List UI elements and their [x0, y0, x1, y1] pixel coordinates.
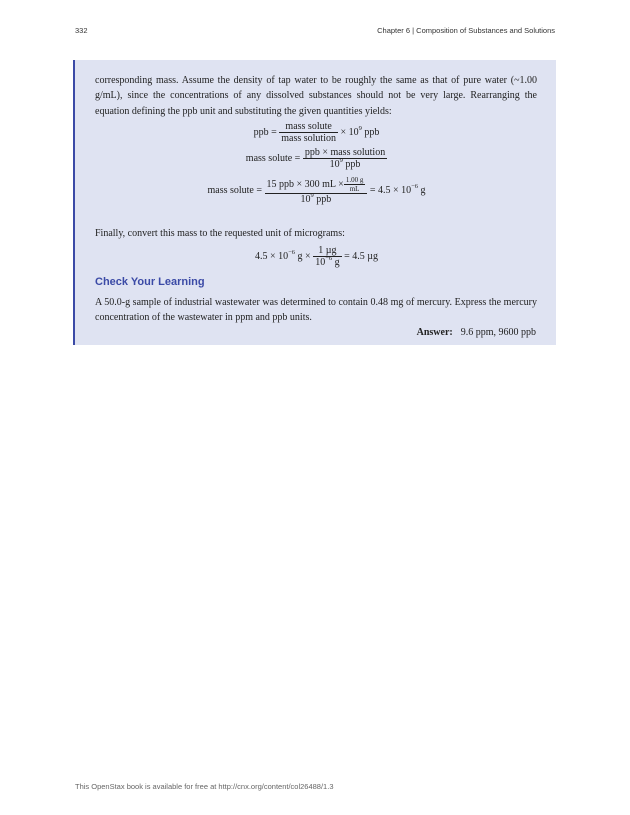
equation-microgram-conversion [75, 245, 558, 268]
fraction [313, 245, 341, 268]
check-your-learning-text: A 50.0-g sample of industrial wastewater was determined to contain 0.48 mg of mercury. Express the mercury concentration of the wastewater in ppm and ppb units. [95, 297, 537, 324]
inner-fraction: $\frac{1.00 g}{mL}$ [345, 176, 364, 193]
equation-substitution [75, 176, 558, 205]
exponent: 9 [358, 124, 362, 132]
answer-line [417, 327, 536, 338]
numerator: 15 ppb × 300 mL × $\frac{1.00 g}{mL}$ [265, 176, 368, 194]
denominator: $10^9$ ppb [300, 192, 332, 205]
paragraph-line: g/mL), since the concentrations of any dissolved substances should not be very large. Rearranging the [95, 90, 537, 102]
example-box [73, 60, 556, 345]
fraction [303, 147, 387, 170]
unit: g [418, 184, 426, 196]
exponent: −6 [288, 248, 296, 256]
unit: ppb [361, 126, 380, 138]
equation-ppb-definition [75, 121, 558, 144]
intro-paragraph [95, 73, 537, 119]
eq-lhs: 4.5 × 10 [254, 250, 289, 262]
answer-value: 9.6 ppm, 9600 ppb [460, 327, 536, 338]
eq-lhs: mass solute = [245, 152, 301, 164]
conversion-paragraph: Finally, convert this mass to the requested unit of micrograms: [95, 228, 345, 239]
denominator: $10^9$ ppb [329, 157, 361, 170]
numerator: 1 µg [313, 245, 341, 257]
chapter-title: Chapter 6 | Composition of Substances and Solutions [377, 26, 555, 35]
eq-rhs: = 4.5 × 10 [369, 184, 412, 196]
denominator: mass solution [281, 133, 336, 144]
unit: g × [295, 250, 311, 262]
paragraph-line: equation defining the ppb unit and substituting the given quantities yields: [95, 105, 392, 117]
paragraph-line: corresponding mass. Assume the density of tap water to be roughly the same as that of pure water (~1.00 [95, 75, 537, 86]
eq-lhs: ppb = [253, 126, 277, 138]
fraction [265, 176, 368, 205]
answer-label: Answer: [416, 327, 453, 338]
page-number: 332 [75, 26, 88, 35]
eq-rhs: × 10 [340, 126, 359, 138]
fraction [279, 121, 338, 144]
eq-lhs: mass solute = [207, 184, 263, 196]
denominator: $10^{-6}$ g [315, 255, 340, 268]
check-your-learning-title: Check Your Learning [95, 276, 205, 288]
exponent: −6 [411, 182, 419, 190]
numerator: mass solute [279, 121, 338, 133]
numerator: ppb × mass solution [304, 147, 386, 158]
equation-mass-solute [75, 147, 558, 170]
footer-text: This OpenStax book is available for free at http://cnx.org/content/col26488/1.3 [75, 782, 334, 791]
eq-rhs: = 4.5 µg [344, 250, 379, 262]
